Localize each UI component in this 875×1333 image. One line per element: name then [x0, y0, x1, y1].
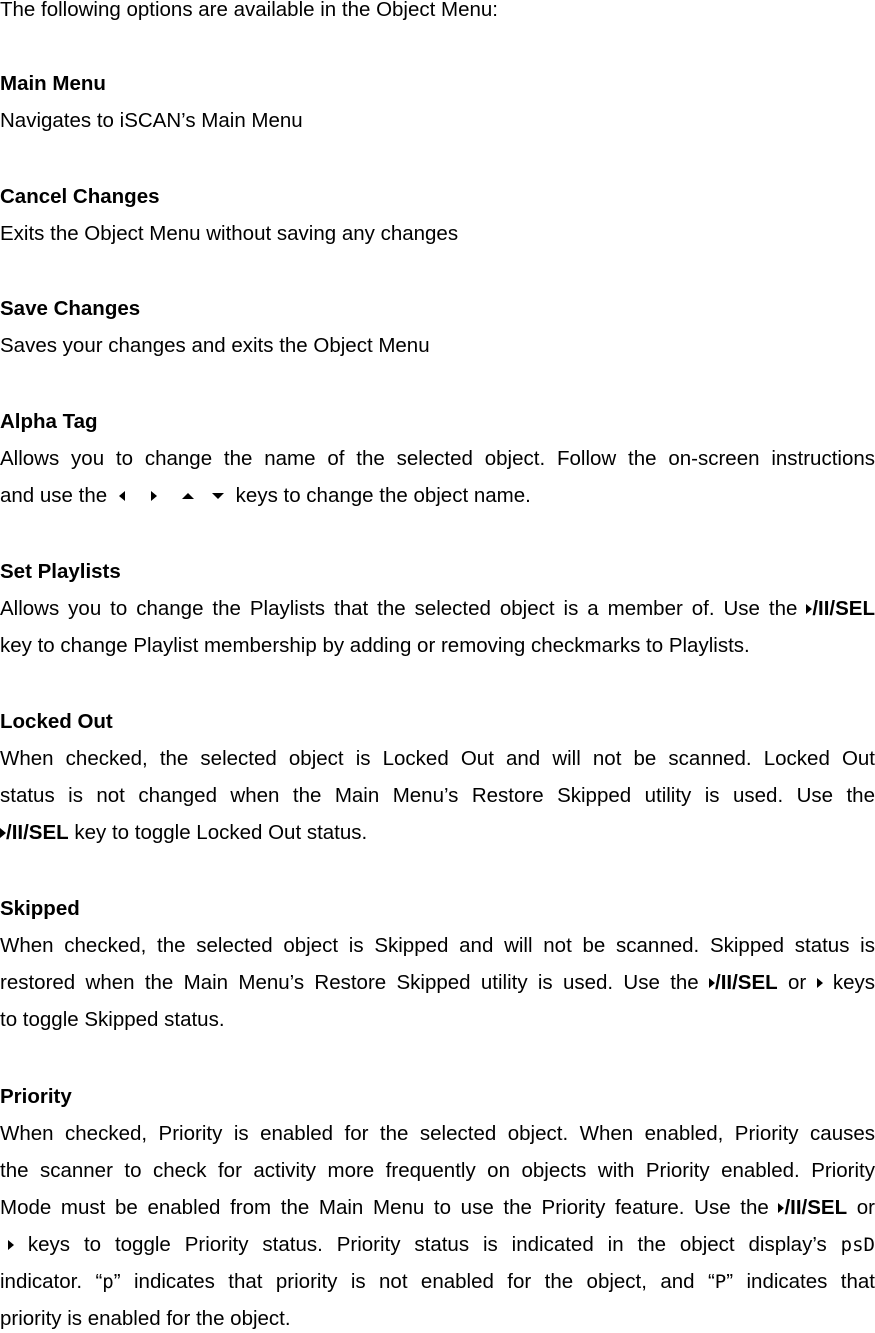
section-description-line: When checked, Priority is enabled for the selected object. When enabled, Priority causes [0, 1122, 875, 1145]
play-icon [0, 828, 6, 838]
play-icon [709, 978, 715, 988]
right-arrow-icon [817, 978, 823, 988]
section-heading: Priority [0, 1085, 72, 1108]
key-label: /II/SEL [709, 971, 778, 994]
text-run: or [787, 971, 807, 994]
key-label: /II/SEL [778, 1196, 847, 1219]
play-icon [778, 1203, 784, 1213]
indicator-code: P [714, 1271, 727, 1293]
section-description-line [0, 821, 875, 845]
left-arrow-icon [119, 491, 125, 501]
text-run: Mode must be enabled from the Main Menu to use the Priority feature. Use the [0, 1196, 769, 1219]
section-heading: Save Changes [0, 297, 141, 320]
section-description-line [0, 1233, 875, 1257]
section-heading: Cancel Changes [0, 185, 160, 208]
section-description-line: When checked, the selected object is Locked Out and will not be scanned. Locked Out [0, 747, 875, 770]
section-description: Exits the Object Menu without saving any changes [0, 222, 459, 245]
section-heading: Set Playlists [0, 560, 121, 583]
section-description-line: the scanner to check for activity more frequently on objects with Priority enabled. Priority [0, 1159, 875, 1182]
up-arrow-icon [182, 493, 194, 499]
key-label: /II/SEL [0, 821, 69, 844]
section-description-line [0, 1270, 875, 1294]
text-run: indicator. “ [0, 1270, 103, 1293]
text-run: ” indicates that priority is not enabled for the object, and “ [113, 1270, 715, 1293]
section-description-line: to toggle Skipped status. [0, 1008, 225, 1031]
section-heading: Skipped [0, 897, 80, 920]
text-run: and use the [0, 484, 108, 507]
text-run: restored when the Main Menu’s Restore Skipped utility is used. Use the [0, 971, 699, 994]
section-description-line [0, 971, 875, 995]
section-description-line: key to change Playlist membership by adding or removing checkmarks to Playlists. [0, 634, 750, 657]
section-description-line: When checked, the selected object is Skipped and will not be scanned. Skipped status is [0, 934, 875, 957]
display-indicator-code: psD [840, 1234, 875, 1256]
section-heading: Alpha Tag [0, 410, 98, 433]
right-arrow-icon [151, 491, 157, 501]
down-arrow-icon [212, 493, 224, 499]
section-description: Navigates to iSCAN’s Main Menu [0, 109, 303, 132]
indicator-code: p [102, 1271, 114, 1293]
section-description-line [0, 484, 875, 508]
section-description-line: priority is enabled for the object. [0, 1307, 291, 1330]
section-description-line: Allows you to change the name of the selected object. Follow the on-screen instructions [0, 447, 875, 470]
intro-text: The following options are available in the Object Menu: [0, 0, 498, 21]
section-heading: Main Menu [0, 72, 106, 95]
key-label: /II/SEL [806, 597, 875, 620]
text-run: keys to change the object name. [235, 484, 531, 507]
section-description-line: status is not changed when the Main Menu’s Restore Skipped utility is used. Use the [0, 784, 875, 807]
text-run: Allows you to change the Playlists that the selected object is a member of. Use the [0, 597, 798, 620]
text-run: key to toggle Locked Out status. [74, 821, 368, 844]
text-run: keys to toggle Priority status. Priority status is indicated in the object display’s [27, 1233, 827, 1256]
text-run: ” indicates that [726, 1270, 875, 1293]
text-run: keys [832, 971, 875, 994]
section-heading: Locked Out [0, 710, 113, 733]
play-icon [806, 604, 812, 614]
text-run: or [856, 1196, 875, 1219]
section-description: Saves your changes and exits the Object Menu [0, 334, 430, 357]
right-arrow-icon [8, 1240, 14, 1250]
section-description-line [0, 597, 875, 621]
section-description-line [0, 1196, 875, 1220]
